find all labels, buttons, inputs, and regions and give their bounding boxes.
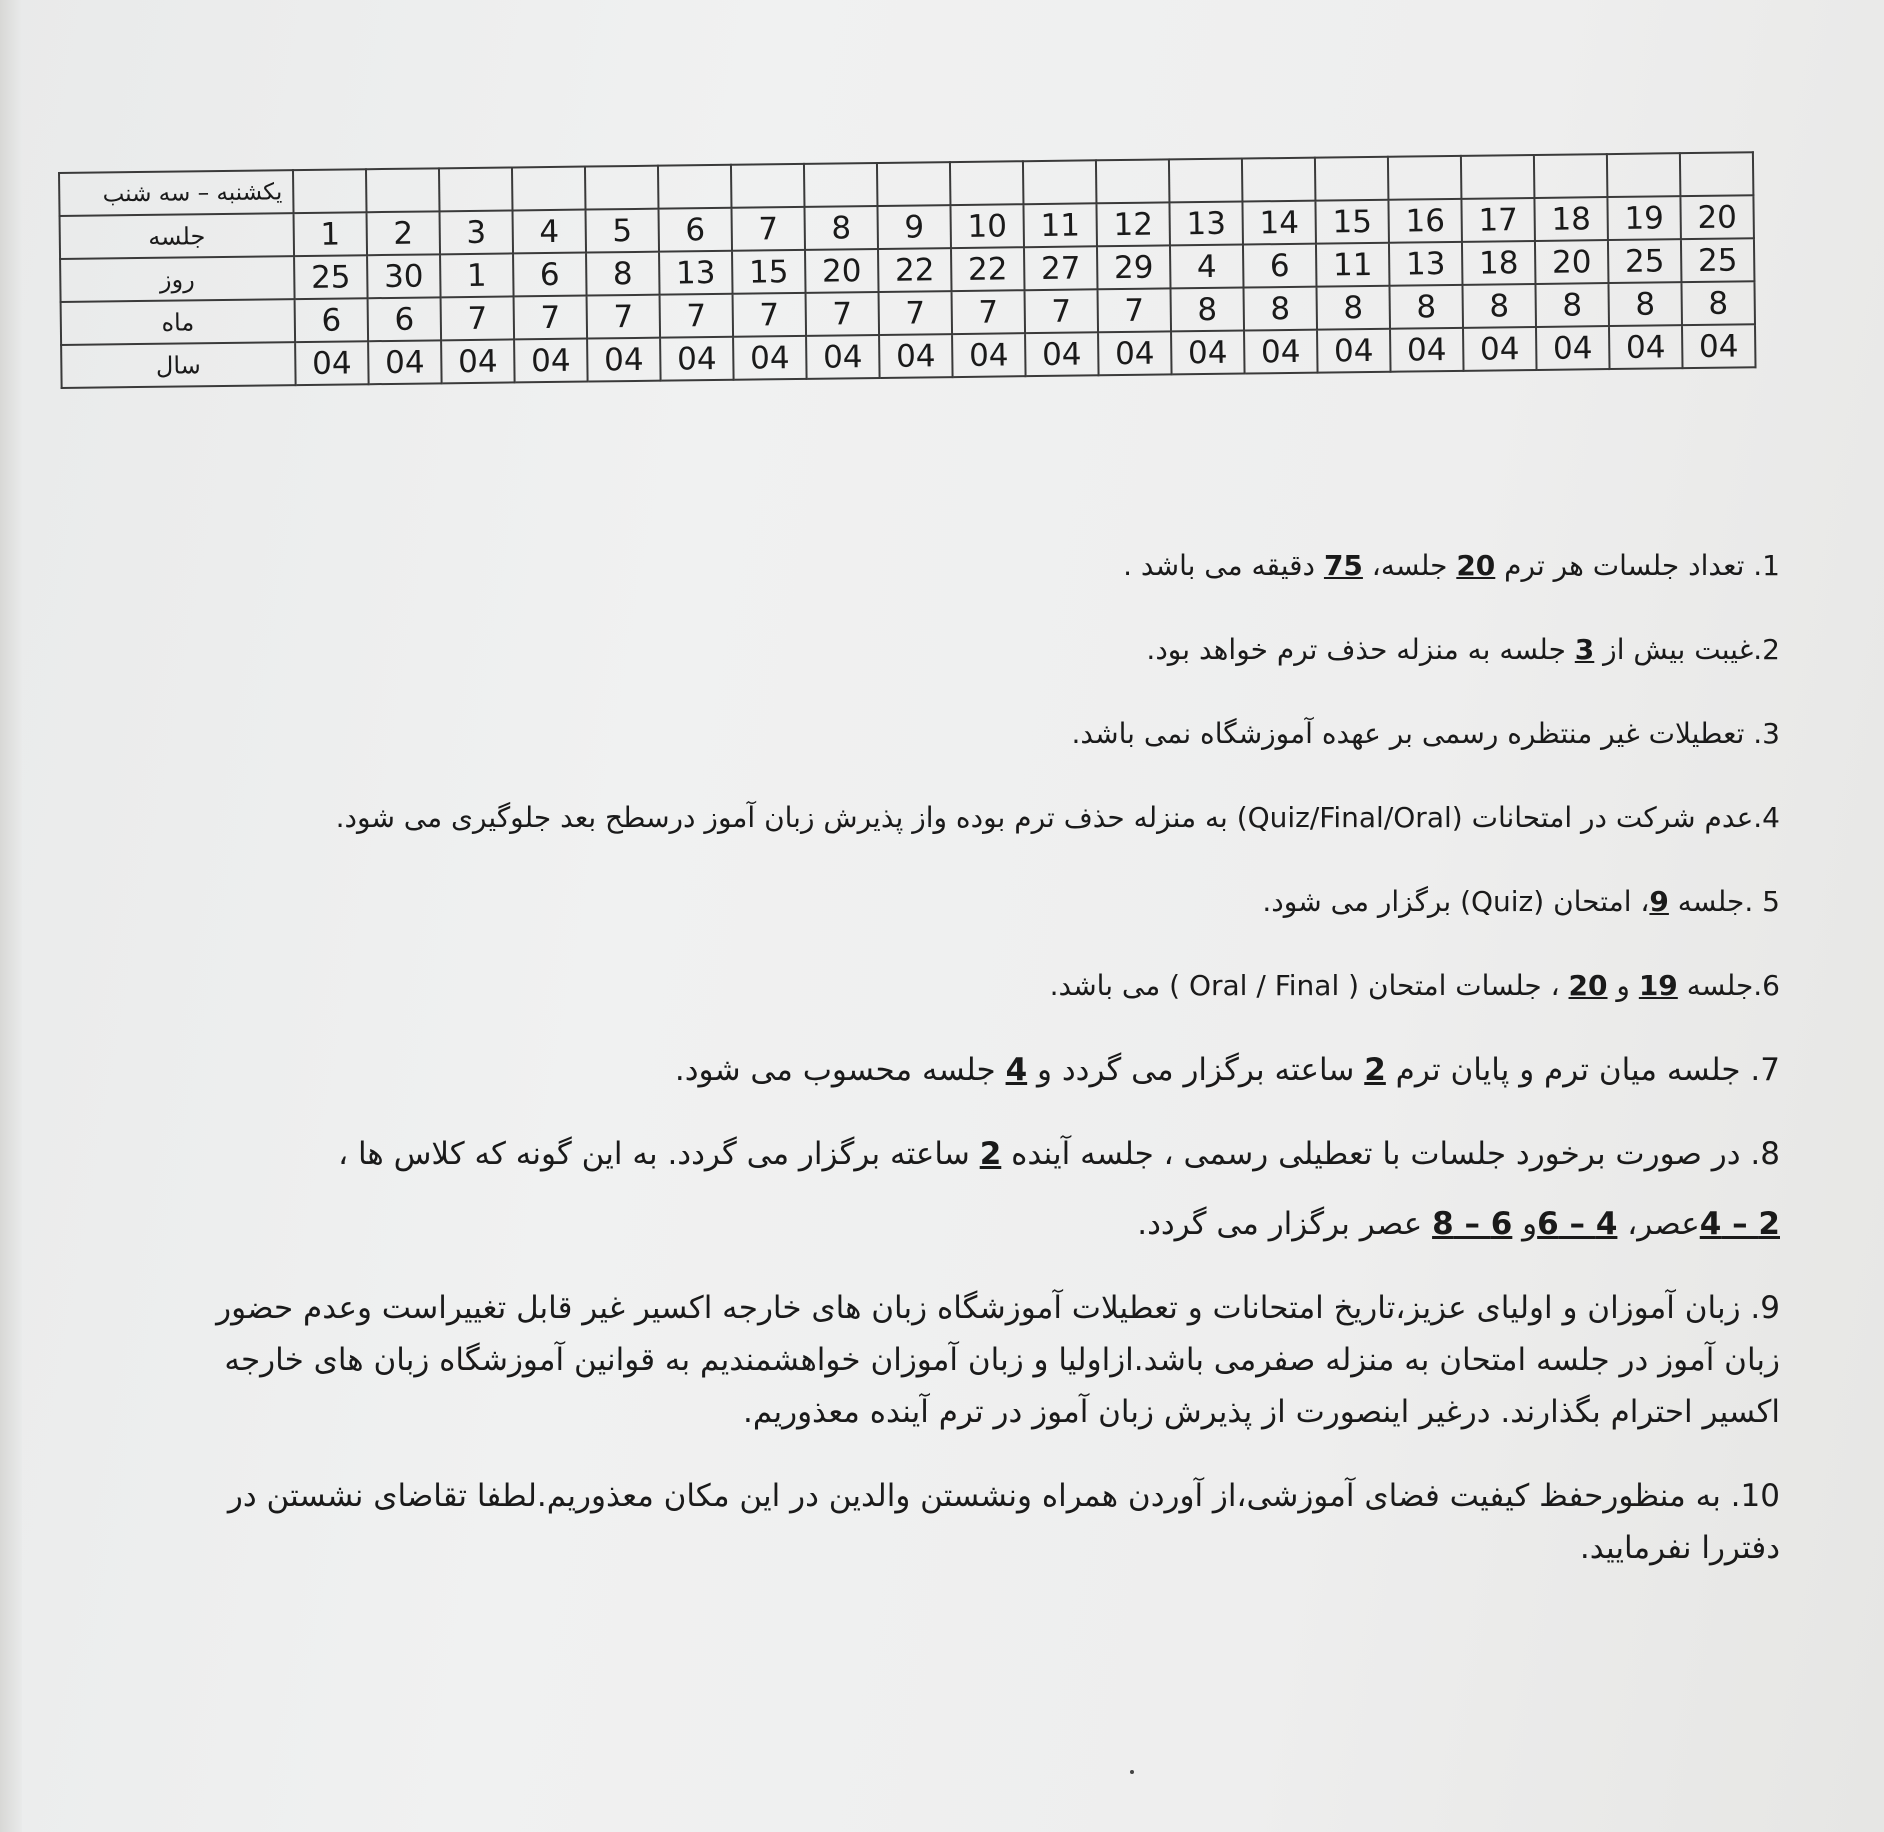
rule-latin-text: ( Oral / Final ) (1169, 969, 1360, 1002)
cell-empty (950, 161, 1024, 205)
cell-month: 6 (368, 297, 442, 341)
row-label: سال (61, 342, 296, 388)
cell-month: 8 (1535, 283, 1609, 327)
rule-text: جلسه، (1362, 549, 1457, 582)
cell-year: 04 (587, 338, 661, 382)
cell-empty (1315, 157, 1389, 201)
cell-empty (1388, 156, 1462, 200)
rule-3 (180, 708, 1780, 760)
rule-highlight: 75 (1323, 549, 1363, 582)
cell-month: 8 (1243, 287, 1317, 331)
rule-8 (180, 1128, 1780, 1180)
rule-2 (180, 624, 1780, 676)
cell-session: 13 (1169, 202, 1243, 246)
cell-year: 04 (1536, 326, 1610, 370)
cell-day: 27 (1024, 246, 1098, 290)
rule-text: 6.جلسه (1677, 969, 1780, 1002)
cell-year: 04 (295, 341, 369, 385)
cell-empty (512, 167, 586, 211)
rule-8-continuation (180, 1198, 1780, 1250)
cell-session: 19 (1607, 196, 1681, 240)
cell-day: 11 (1316, 243, 1390, 287)
cell-month: 8 (1389, 285, 1463, 329)
cell-year: 04 (952, 333, 1026, 377)
rule-text: 9. زبان آموزان و اولیای عزیز،تاریخ امتحانات و تعطیلات آموزشگاه زبان های خارجه اکسیر غیر قابل تغییراست وعدم حضور زبان آموز در جلسه امتحان به منزله صفرمی باشد.ازاولیا و زبان آموزان خواهشمندیم به قوانین آموزشگاه زبان های خارجه اکسیر احترام بگذارند. درغیر اینصورت از پذیرش زبان آموز در ترم آینده معذوریم. (216, 1290, 1780, 1430)
cell-empty (658, 165, 732, 209)
cell-month: 8 (1316, 286, 1390, 330)
cell-year: 04 (1609, 325, 1683, 369)
rule-highlight: 2 – 4 (1699, 1206, 1780, 1242)
cell-session: 7 (731, 207, 805, 251)
rule-text: جلسه محسوب می شود. (674, 1052, 1006, 1088)
cell-empty (804, 163, 878, 207)
cell-session: 12 (1096, 202, 1170, 246)
rule-highlight: 2 (979, 1136, 1002, 1172)
cell-month: 7 (587, 295, 661, 339)
cell-day: 20 (805, 249, 879, 293)
cell-day: 25 (1681, 238, 1755, 282)
cell-session: 17 (1461, 198, 1535, 242)
rule-text: 10. به منظورحفظ کیفیت فضای آموزشی،از آوردن همراه ونشستن والدین در این مکان معذوریم.لطفا تقاضای نشستن در دفتررا نفرمایید. (227, 1478, 1780, 1566)
cell-year: 04 (1317, 329, 1391, 373)
rule-text: ساعته برگزار می گردد. به این گونه که کلاس ها ، (338, 1136, 980, 1172)
rule-latin-text: (Quiz) (1460, 885, 1545, 918)
rule-highlight: 6 – 8 (1432, 1206, 1513, 1242)
cell-month: 7 (879, 291, 953, 335)
cell-year: 04 (879, 334, 953, 378)
rule-7 (180, 1044, 1780, 1096)
cell-day: 22 (878, 248, 952, 292)
rule-text: ، جلسات امتحان (1359, 969, 1569, 1002)
schedule-table (58, 151, 1757, 389)
cell-session: 14 (1242, 201, 1316, 245)
cell-day: 13 (659, 251, 733, 295)
cell-year: 04 (733, 336, 807, 380)
rule-text: عصر برگزار می گردد. (1137, 1206, 1433, 1242)
cell-session: 8 (804, 206, 878, 250)
cell-year: 04 (1171, 331, 1245, 375)
cell-day: 30 (367, 254, 441, 298)
rule-text: 8. در صورت برخورد جلسات با تعطیلی رسمی ، جلسه آینده (1001, 1136, 1780, 1172)
stray-dot (1130, 1770, 1134, 1774)
rule-highlight: 19 (1638, 969, 1678, 1002)
cell-empty (1096, 159, 1170, 203)
cell-empty (1242, 158, 1316, 202)
cell-empty (1169, 159, 1243, 203)
cell-year: 04 (1098, 331, 1172, 375)
cell-year: 04 (441, 339, 515, 383)
cell-month: 8 (1462, 284, 1536, 328)
cell-day: 6 (513, 253, 587, 297)
rule-10 (180, 1470, 1780, 1574)
rule-text: و (1607, 969, 1639, 1002)
cell-session: 15 (1315, 200, 1389, 244)
rule-text: و (1512, 1206, 1538, 1242)
rule-1 (180, 540, 1780, 592)
cell-empty (366, 168, 440, 212)
cell-empty (585, 166, 659, 210)
cell-year: 04 (514, 339, 588, 383)
cell-month: 7 (441, 296, 515, 340)
cell-empty (1023, 160, 1097, 204)
cell-year: 04 (806, 335, 880, 379)
cell-year: 04 (660, 337, 734, 381)
cell-empty (1680, 152, 1754, 196)
rule-6 (180, 960, 1780, 1012)
rule-text: ، امتحان (1544, 885, 1650, 918)
rule-highlight: 4 (1005, 1052, 1028, 1088)
cell-year: 04 (1390, 328, 1464, 372)
cell-year: 04 (1025, 332, 1099, 376)
cell-session: 20 (1680, 195, 1754, 239)
rule-text: می باشد. (1049, 969, 1170, 1002)
cell-session: 11 (1023, 203, 1097, 247)
cell-session: 18 (1534, 197, 1608, 241)
cell-day: 6 (1243, 244, 1317, 288)
cell-session: 5 (585, 209, 659, 253)
cell-empty (1607, 153, 1681, 197)
rule-latin-text: (Quiz/Final/Oral) (1236, 801, 1463, 834)
cell-session: 3 (440, 210, 514, 254)
cell-year: 04 (1244, 330, 1318, 374)
rule-text: ساعته برگزار می گردد و (1027, 1052, 1365, 1088)
cell-day: 22 (951, 247, 1025, 291)
cell-month: 7 (952, 290, 1026, 334)
cell-empty (439, 167, 513, 211)
cell-month: 6 (295, 298, 369, 342)
rule-text: 5 .جلسه (1668, 885, 1780, 918)
rules-list (180, 540, 1780, 1606)
rule-9 (180, 1282, 1780, 1438)
rule-text: عصر، (1617, 1206, 1700, 1242)
cell-empty (293, 169, 367, 213)
row-label: ماه (61, 299, 296, 345)
rule-5 (180, 876, 1780, 928)
cell-session: 10 (950, 204, 1024, 248)
rule-text: 3. تعطیلات غیر منتظره رسمی بر عهده آموزشگاه نمی باشد. (1071, 717, 1780, 750)
cell-session: 16 (1388, 199, 1462, 243)
cell-day: 8 (586, 252, 660, 296)
rule-highlight: 9 (1649, 885, 1669, 918)
rule-text: 7. جلسه میان ترم و پایان ترم (1385, 1052, 1780, 1088)
cell-empty (877, 162, 951, 206)
rule-4 (180, 792, 1780, 844)
rule-text: دقیقه می باشد . (1123, 549, 1324, 582)
cell-day: 25 (294, 255, 368, 299)
cell-month: 7 (660, 294, 734, 338)
cell-day: 1 (440, 253, 514, 297)
cell-month: 8 (1608, 282, 1682, 326)
row-label: جلسه (60, 213, 295, 259)
rule-text: 4.عدم شرکت در امتحانات (1462, 801, 1780, 834)
cell-day: 18 (1462, 241, 1536, 285)
rule-highlight: 3 (1574, 633, 1595, 666)
cell-session: 1 (294, 212, 368, 256)
cell-month: 7 (806, 292, 880, 336)
rule-highlight: 20 (1568, 969, 1608, 1002)
cell-empty (1534, 154, 1608, 198)
row-label: یکشنبه – سه شنب (59, 170, 294, 216)
cell-month: 7 (1025, 289, 1099, 333)
row-label: روز (60, 256, 295, 302)
cell-day: 29 (1097, 245, 1171, 289)
page-edge (0, 0, 22, 1832)
cell-empty (1461, 155, 1535, 199)
cell-year: 04 (368, 340, 442, 384)
cell-session: 2 (367, 211, 441, 255)
cell-month: 8 (1171, 288, 1245, 332)
rule-text: برگزار می شود. (1262, 885, 1461, 918)
cell-empty (731, 164, 805, 208)
cell-year: 04 (1463, 327, 1537, 371)
cell-day: 15 (732, 250, 806, 294)
cell-day: 20 (1535, 240, 1609, 284)
cell-month: 7 (1098, 288, 1172, 332)
rule-highlight: 2 (1364, 1052, 1386, 1088)
rule-text: به منزله حذف ترم بوده واز پذیرش زبان آموز درسطح بعد جلوگیری می شود. (335, 801, 1237, 834)
cell-month: 7 (514, 296, 588, 340)
cell-day: 13 (1389, 242, 1463, 286)
cell-session: 4 (513, 210, 587, 254)
cell-session: 6 (658, 208, 732, 252)
cell-day: 4 (1170, 245, 1244, 289)
cell-year: 04 (1682, 324, 1756, 368)
cell-month: 8 (1681, 281, 1755, 325)
cell-month: 7 (733, 293, 807, 337)
rule-highlight: 20 (1456, 549, 1496, 582)
cell-session: 9 (877, 205, 951, 249)
rule-text: جلسه به منزله حذف ترم خواهد بود. (1146, 633, 1575, 666)
cell-day: 25 (1608, 239, 1682, 283)
rule-text: 2.غیبت بیش از (1594, 633, 1780, 666)
rule-text: 1. تعداد جلسات هر ترم (1495, 549, 1780, 582)
rule-highlight: 4 – 6 (1537, 1206, 1618, 1242)
